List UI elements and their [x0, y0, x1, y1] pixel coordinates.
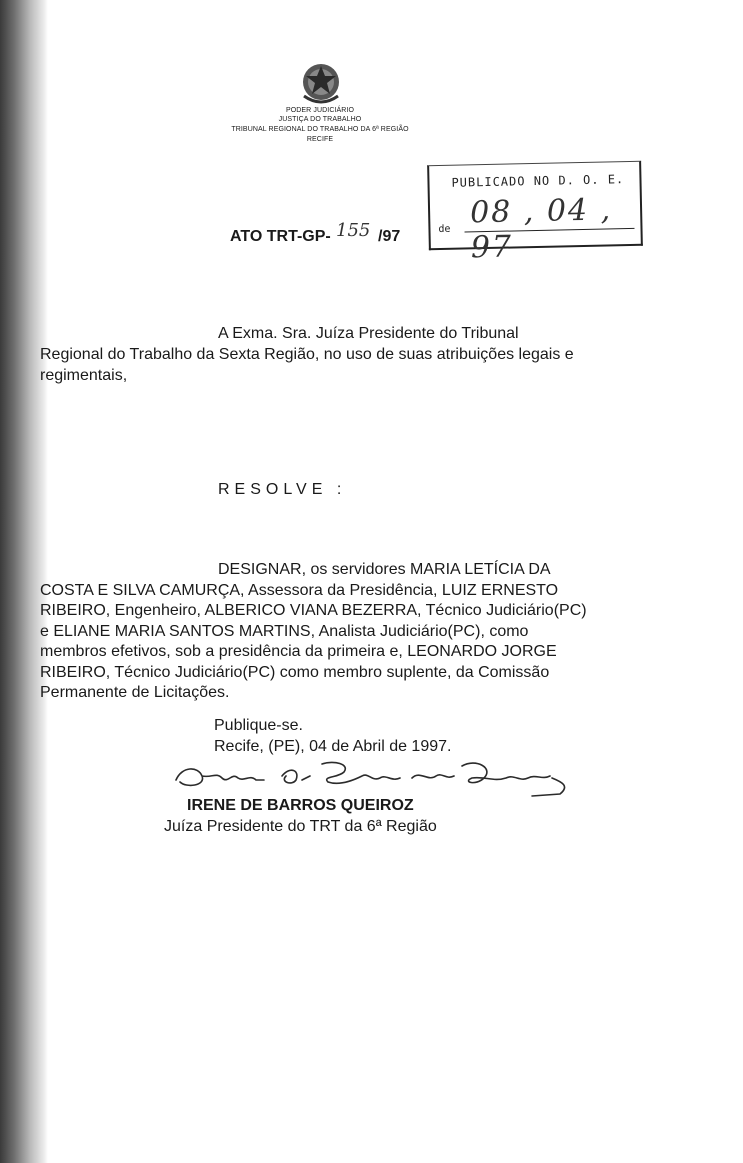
body-line-1: DESIGNAR, os servidores MARIA LETÍCIA DA — [218, 561, 551, 578]
publish-order: Publique-se. — [214, 717, 303, 734]
signer-name: IRENE DE BARROS QUEIROZ — [187, 797, 414, 814]
act-title: ATO TRT-GP- — [230, 228, 331, 245]
publication-stamp — [427, 161, 643, 266]
body-line-4: e ELIANE MARIA SANTOS MARTINS, Analista Judiciário(PC), como — [40, 623, 529, 640]
coat-of-arms-icon — [296, 58, 346, 108]
header-line-tribunal: TRIBUNAL REGIONAL DO TRABALHO DA 6ª REGIÃO — [231, 126, 409, 133]
preamble-line-1: A Exma. Sra. Juíza Presidente do Tribunal — [218, 325, 519, 342]
place-and-date: Recife, (PE), 04 de Abril de 1997. — [214, 738, 452, 755]
preamble-line-2: Regional do Trabalho da Sexta Região, no uso de suas atribuições legais e — [40, 346, 574, 363]
signer-role: Juíza Presidente do TRT da 6ª Região — [164, 818, 437, 835]
body-line-5: membros efetivos, sob a presidência da primeira e, LEONARDO JORGE — [40, 643, 557, 660]
act-number-handwritten: 155 — [336, 220, 371, 241]
header-line-city: RECIFE — [306, 136, 334, 143]
stamp-published-text: PUBLICADO NO D. O. E. — [451, 172, 625, 190]
header-line-power: PODER JUDICIÁRIO — [285, 107, 355, 114]
body-line-2: COSTA E SILVA CAMURÇA, Assessora da Presidência, LUIZ ERNESTO — [40, 582, 559, 599]
handwritten-signature-icon — [172, 752, 572, 802]
act-year: /97 — [378, 228, 401, 245]
header-line-justice: JUSTIÇA DO TRABALHO — [278, 116, 362, 123]
stamp-de-label: de — [438, 223, 451, 236]
preamble-line-3: regimentais, — [40, 367, 128, 384]
body-line-7: Permanente de Licitações. — [40, 684, 230, 701]
resolve-heading: RESOLVE : — [218, 481, 347, 498]
body-line-3: RIBEIRO, Engenheiro, ALBERICO VIANA BEZERRA, Técnico Judiciário(PC) — [40, 602, 587, 619]
stamp-handwritten-date: 08 , 04 , 97 — [469, 192, 613, 266]
body-line-6: RIBEIRO, Técnico Judiciário(PC) como membro suplente, da Comissão — [40, 664, 550, 681]
